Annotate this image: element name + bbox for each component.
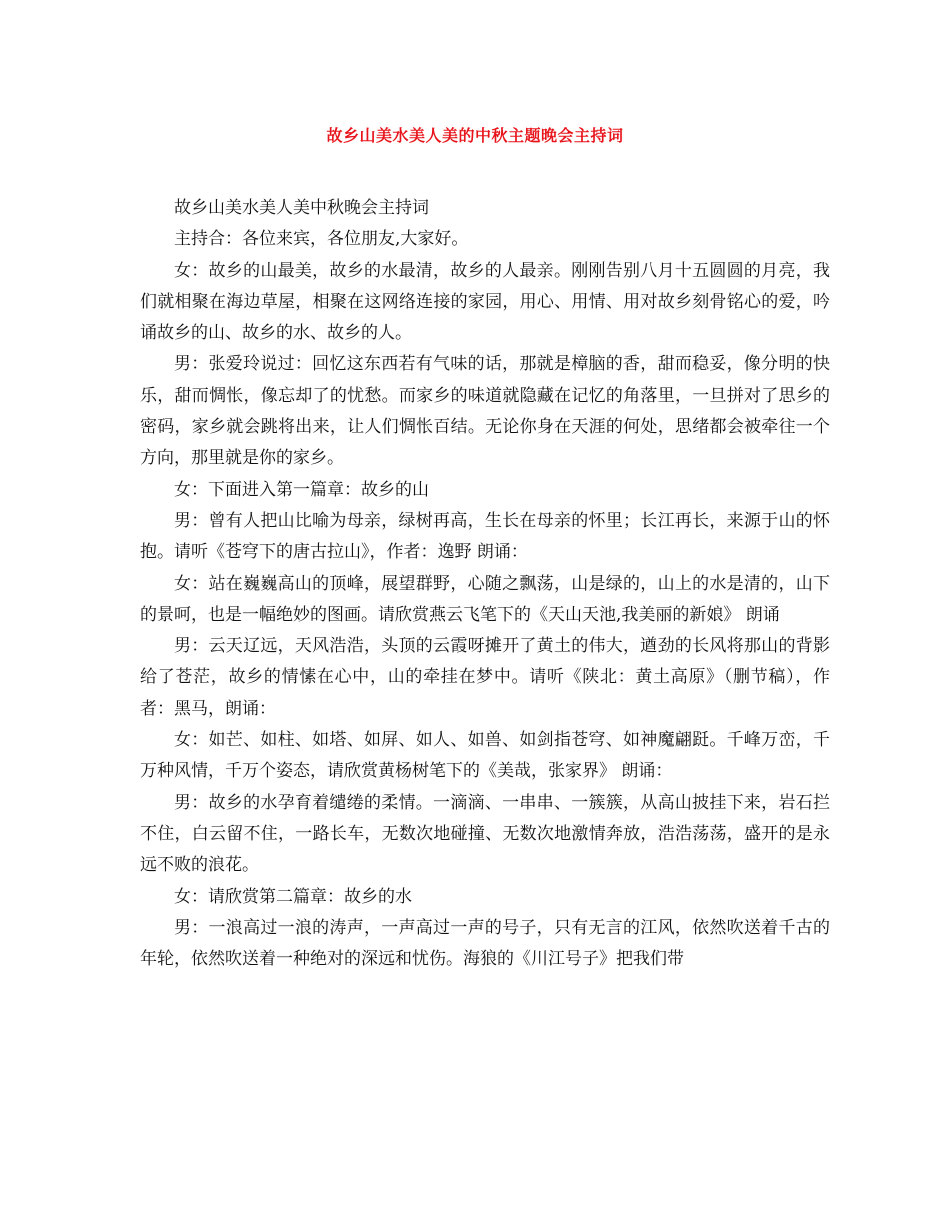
paragraph: 女：下面进入第一篇章：故乡的山 [174,479,429,500]
paragraph: 男：一浪高过一浪的涛声，一声高过一声的号子，只有无言的江风，依然吹送着千古的年轮，依然吹送着一种绝对的深远和忧伤。海狼的《川江号子》把我们带 [140,917,830,970]
paragraph: 男：曾有人把山比喻为母亲，绿树再高，生长在母亲的怀里；长江再长，来源于山的怀抱。请听《苍穹下的唐古拉山》，作者：逸野 朗诵： [140,510,830,563]
paragraph: 男：故乡的水孕育着缱绻的柔情。一滴滴、一串串、一簇簇，从高山披挂下来，岩石拦不住，白云留不住，一路长车，无数次地碰撞、无数次地激情奔放，浩浩荡荡，盛开的是永远不败的浪花。 [140,792,830,876]
paragraph: 主持合：各位来宾，各位朋友,大家好。 [174,229,469,250]
paragraph: 女：站在巍巍高山的顶峰，展望群野，心随之飘荡，山是绿的，山上的水是清的，山下的景呵，也是一幅绝妙的图画。请欣赏燕云飞笔下的《天山天池,我美丽的新娘》 朗诵 [140,573,830,625]
paragraph: 故乡山美水美人美中秋晚会主持词 [174,198,429,218]
document-title: 故乡山美水美人美的中秋主题晚会主持词 [326,126,624,145]
paragraph: 男：云天辽远，天风浩浩，头顶的云霞呀摊开了黄土的伟大，遒劲的长风将那山的背影给了苍茫，故乡的情愫在心中，山的牵挂在梦中。请听《陕北：黄土高原》（删节稿），作者：黑马，朗诵： [140,636,830,719]
paragraph: 男：张爱玲说过：回忆这东西若有气味的话，那就是樟脑的香，甜而稳妥，像分明的快乐，甜而惆怅，像忘却了的忧愁。而家乡的味道就隐藏在记忆的角落里，一旦拼对了思乡的密码，家乡就会跳将出来，让人们惆怅百结。无论你身在天涯的何处，思绪都会被牵往一个方向，那里就是你的家乡。 [140,354,830,469]
document-body [140,193,830,975]
paragraph: 女：如芒、如柱、如塔、如屏、如人、如兽、如剑指苍穹、如神魔翩跹。千峰万峦，千万种风情，千万个姿态，请欣赏黄杨树笔下的《美哉，张家界》 朗诵： [140,730,830,782]
paragraph: 女：故乡的山最美，故乡的水最清，故乡的人最亲。刚刚告别八月十五圆圆的月亮，我们就相聚在海边草屋，相聚在这网络连接的家园，用心、用情、用对故乡刻骨铭心的爱，吟诵故乡的山、故乡的水、故乡的人。 [140,260,830,344]
paragraph: 女：请欣赏第二篇章：故乡的水 [174,886,412,907]
